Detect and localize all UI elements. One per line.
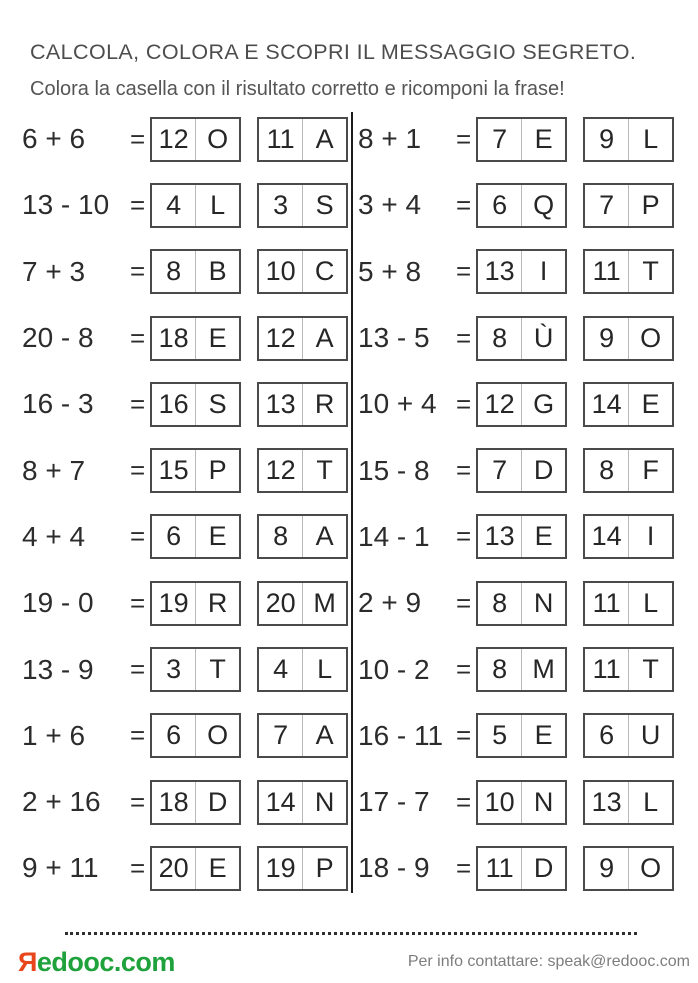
equals-sign: = (130, 720, 146, 751)
answer-letter: A (315, 123, 334, 154)
equals-sign: = (456, 322, 472, 353)
answer-value: 3 (259, 185, 303, 226)
answer-letter: O (207, 720, 229, 751)
answer-letter: P (641, 189, 660, 220)
problem-row (352, 703, 698, 769)
answer-value: 12 (152, 119, 196, 160)
answer-value: 13 (259, 384, 303, 425)
answer-option-box[interactable] (150, 780, 241, 825)
answer-letter: G (533, 388, 555, 419)
problem-row (352, 769, 698, 835)
equals-sign: = (130, 388, 146, 419)
equals-sign: = (130, 521, 146, 552)
answer-letter: O (207, 123, 229, 154)
problem-expression: 6 + 6 (22, 123, 86, 155)
answer-option-box[interactable] (150, 117, 241, 162)
equals-sign: = (130, 455, 146, 486)
problem-expression: 4 + 4 (22, 520, 86, 552)
answer-letter: O (640, 852, 662, 883)
answer-value: 8 (152, 251, 196, 292)
problem-expression: 18 - 9 (358, 852, 430, 884)
answer-option-box[interactable] (476, 448, 567, 493)
answer-option-box[interactable] (583, 382, 674, 427)
equals-sign: = (130, 256, 146, 287)
problem-row (0, 305, 352, 371)
answer-letter: F (642, 455, 659, 486)
equals-sign: = (130, 189, 146, 220)
answer-option-box[interactable] (476, 647, 567, 692)
equals-sign: = (456, 852, 472, 883)
problem-row (0, 835, 352, 901)
answer-option-box[interactable] (257, 316, 348, 361)
answer-value: 13 (478, 251, 522, 292)
problem-row (352, 239, 698, 305)
answer-letter: E (534, 720, 553, 751)
problem-row (352, 570, 698, 636)
problems-column-left (0, 106, 352, 902)
answer-letter: T (209, 654, 226, 685)
problem-row (352, 106, 698, 172)
footer-contact-text: Per info contattare: speak@redooc.com (407, 953, 690, 970)
problem-row (0, 504, 352, 570)
answer-letter: Ù (533, 322, 554, 353)
answer-option-box[interactable] (150, 581, 241, 626)
answer-option-box[interactable] (257, 117, 348, 162)
secret-message-answer-line[interactable] (65, 921, 637, 935)
answer-value: 12 (259, 450, 303, 491)
problem-row (0, 106, 352, 172)
answer-option-box[interactable] (583, 117, 674, 162)
answer-value: 8 (478, 649, 522, 690)
answer-option-box[interactable] (476, 713, 567, 758)
equals-sign: = (130, 322, 146, 353)
answer-letter: I (646, 521, 655, 552)
answer-value: 11 (585, 649, 629, 690)
answer-letter: M (532, 654, 555, 685)
answer-letter: L (210, 189, 226, 220)
problem-expression: 3 + 4 (358, 189, 422, 221)
answer-value: 13 (478, 516, 522, 557)
answer-option-box[interactable] (476, 117, 567, 162)
answer-letter: B (208, 256, 227, 287)
page-title: CALCOLA, COLORA E SCOPRI IL MESSAGGIO SEGRETO. (30, 40, 637, 64)
answer-option-box[interactable] (150, 316, 241, 361)
answer-option-box[interactable] (476, 316, 567, 361)
equals-sign: = (130, 587, 146, 618)
answer-option-box[interactable] (583, 780, 674, 825)
answer-option-box[interactable] (476, 514, 567, 559)
answer-option-box[interactable] (150, 846, 241, 891)
page-subtitle: Colora la casella con il risultato corretto e ricomponi la frase! (30, 78, 565, 100)
answer-letter: N (314, 786, 335, 817)
answer-letter: S (208, 388, 227, 419)
problem-row (0, 703, 352, 769)
answer-option-box[interactable] (476, 382, 567, 427)
answer-value: 19 (259, 848, 303, 889)
problem-expression: 17 - 7 (358, 786, 430, 818)
answer-letter: E (534, 521, 553, 552)
problem-expression: 8 + 1 (358, 123, 422, 155)
equals-sign: = (130, 786, 146, 817)
redooc-logo (18, 947, 175, 978)
answer-value: 7 (259, 715, 303, 756)
answer-option-box[interactable] (476, 581, 567, 626)
answer-option-box[interactable] (150, 514, 241, 559)
answer-option-box[interactable] (583, 647, 674, 692)
answer-letter: E (208, 521, 227, 552)
problem-row (352, 504, 698, 570)
answer-letter: R (314, 388, 335, 419)
answer-letter: A (315, 322, 334, 353)
answer-value: 6 (152, 516, 196, 557)
answer-value: 6 (585, 715, 629, 756)
answer-value: 11 (585, 583, 629, 624)
answer-letter: U (640, 720, 661, 751)
answer-value: 7 (478, 119, 522, 160)
problem-row (0, 769, 352, 835)
answer-value: 15 (152, 450, 196, 491)
answer-option-box[interactable] (583, 713, 674, 758)
equals-sign: = (456, 455, 472, 486)
answer-option-box[interactable] (583, 183, 674, 228)
answer-letter: I (539, 256, 548, 287)
answer-value: 19 (152, 583, 196, 624)
problem-expression: 8 + 7 (22, 454, 86, 486)
answer-value: 10 (259, 251, 303, 292)
answer-letter: A (315, 720, 334, 751)
answer-value: 20 (152, 848, 196, 889)
answer-value: 18 (152, 782, 196, 823)
answer-letter: D (533, 455, 554, 486)
problem-expression: 1 + 6 (22, 719, 86, 751)
answer-value: 9 (585, 119, 629, 160)
answer-option-box[interactable] (476, 780, 567, 825)
answer-option-box[interactable] (476, 249, 567, 294)
answer-letter: S (315, 189, 334, 220)
answer-value: 10 (478, 782, 522, 823)
equals-sign: = (130, 123, 146, 154)
answer-letter: R (207, 587, 228, 618)
equals-sign: = (456, 587, 472, 618)
answer-option-box[interactable] (257, 249, 348, 294)
answer-letter: T (642, 654, 659, 685)
answer-letter: A (315, 521, 334, 552)
answer-option-box[interactable] (583, 448, 674, 493)
problem-row (352, 437, 698, 503)
answer-value: 9 (585, 848, 629, 889)
problem-expression: 13 - 9 (22, 653, 94, 685)
answer-letter: E (208, 852, 227, 883)
problem-row (0, 239, 352, 305)
equals-sign: = (456, 720, 472, 751)
answer-option-box[interactable] (257, 382, 348, 427)
answer-option-box[interactable] (257, 448, 348, 493)
answer-letter: L (643, 123, 659, 154)
answer-option-box[interactable] (257, 713, 348, 758)
answer-value: 4 (259, 649, 303, 690)
answer-letter: E (208, 322, 227, 353)
answer-letter: L (643, 786, 659, 817)
answer-option-box[interactable] (150, 249, 241, 294)
answer-option-box[interactable] (150, 647, 241, 692)
equals-sign: = (130, 654, 146, 685)
answer-letter: N (533, 587, 554, 618)
answer-letter: E (534, 123, 553, 154)
answer-value: 12 (259, 318, 303, 359)
equals-sign: = (456, 123, 472, 154)
column-divider-line (351, 112, 353, 893)
problem-expression: 2 + 16 (22, 786, 101, 818)
problems-column-right (352, 106, 698, 902)
answer-value: 16 (152, 384, 196, 425)
problem-expression: 13 - 10 (22, 189, 110, 221)
worksheet-header (30, 40, 678, 101)
problem-expression: 13 - 5 (358, 322, 430, 354)
answer-option-box[interactable] (257, 647, 348, 692)
problem-expression: 7 + 3 (22, 255, 86, 287)
answer-letter: P (208, 455, 227, 486)
answer-letter: O (640, 322, 662, 353)
answer-value: 8 (478, 583, 522, 624)
problem-row (352, 172, 698, 238)
answer-value: 12 (478, 384, 522, 425)
problem-row (352, 305, 698, 371)
equals-sign: = (456, 654, 472, 685)
answer-value: 11 (259, 119, 303, 160)
answer-letter: D (533, 852, 554, 883)
answer-letter: N (533, 786, 554, 817)
problem-row (0, 437, 352, 503)
answer-letter: E (641, 388, 660, 419)
answer-option-box[interactable] (476, 183, 567, 228)
answer-value: 14 (259, 782, 303, 823)
answer-letter: L (317, 654, 333, 685)
answer-value: 4 (152, 185, 196, 226)
problem-row (352, 835, 698, 901)
problem-expression: 16 - 11 (358, 719, 444, 751)
problem-expression: 10 - 2 (358, 653, 430, 685)
problem-expression: 5 + 8 (358, 255, 422, 287)
equals-sign: = (456, 786, 472, 817)
answer-value: 11 (585, 251, 629, 292)
answer-value: 8 (259, 516, 303, 557)
answer-letter: C (314, 256, 335, 287)
answer-letter: Q (533, 189, 555, 220)
answer-letter: D (207, 786, 228, 817)
problem-row (352, 636, 698, 702)
answer-option-box[interactable] (583, 581, 674, 626)
problem-expression: 20 - 8 (22, 322, 94, 354)
answer-option-box[interactable] (583, 249, 674, 294)
answer-letter: M (313, 587, 336, 618)
answer-value: 14 (585, 384, 629, 425)
answer-value: 11 (478, 848, 522, 889)
answer-value: 6 (152, 715, 196, 756)
answer-option-box[interactable] (257, 780, 348, 825)
problem-expression: 2 + 9 (358, 587, 422, 619)
answer-option-box[interactable] (583, 316, 674, 361)
answer-value: 6 (478, 185, 522, 226)
answer-option-box[interactable] (257, 846, 348, 891)
problem-expression: 16 - 3 (22, 388, 94, 420)
answer-letter: T (316, 455, 333, 486)
answer-letter: P (315, 852, 334, 883)
problems-area (0, 106, 698, 902)
answer-option-box[interactable] (150, 448, 241, 493)
answer-value: 14 (585, 516, 629, 557)
problem-row (0, 570, 352, 636)
equals-sign: = (456, 521, 472, 552)
logo-first-letter: Я (18, 947, 37, 977)
problem-expression: 14 - 1 (358, 520, 430, 552)
answer-option-box[interactable] (150, 382, 241, 427)
answer-value: 5 (478, 715, 522, 756)
answer-value: 9 (585, 318, 629, 359)
answer-value: 8 (585, 450, 629, 491)
problem-row (0, 636, 352, 702)
answer-value: 18 (152, 318, 196, 359)
problem-row (0, 172, 352, 238)
answer-letter: T (642, 256, 659, 287)
answer-value: 3 (152, 649, 196, 690)
answer-option-box[interactable] (583, 846, 674, 891)
answer-value: 13 (585, 782, 629, 823)
answer-value: 20 (259, 583, 303, 624)
problem-row (352, 371, 698, 437)
problem-row (0, 371, 352, 437)
answer-option-box[interactable] (257, 183, 348, 228)
problem-expression: 9 + 11 (22, 852, 99, 884)
answer-value: 7 (478, 450, 522, 491)
answer-option-box[interactable] (257, 581, 348, 626)
problem-expression: 19 - 0 (22, 587, 94, 619)
equals-sign: = (456, 388, 472, 419)
answer-option-box[interactable] (150, 713, 241, 758)
answer-value: 8 (478, 318, 522, 359)
answer-letter: L (643, 587, 659, 618)
answer-option-box[interactable] (476, 846, 567, 891)
equals-sign: = (130, 852, 146, 883)
answer-option-box[interactable] (583, 514, 674, 559)
equals-sign: = (456, 256, 472, 287)
logo-rest: edooc.com (36, 947, 175, 977)
answer-option-box[interactable] (150, 183, 241, 228)
problem-expression: 10 + 4 (358, 388, 437, 420)
answer-option-box[interactable] (257, 514, 348, 559)
equals-sign: = (456, 189, 472, 220)
answer-value: 7 (585, 185, 629, 226)
problem-expression: 15 - 8 (358, 454, 430, 486)
